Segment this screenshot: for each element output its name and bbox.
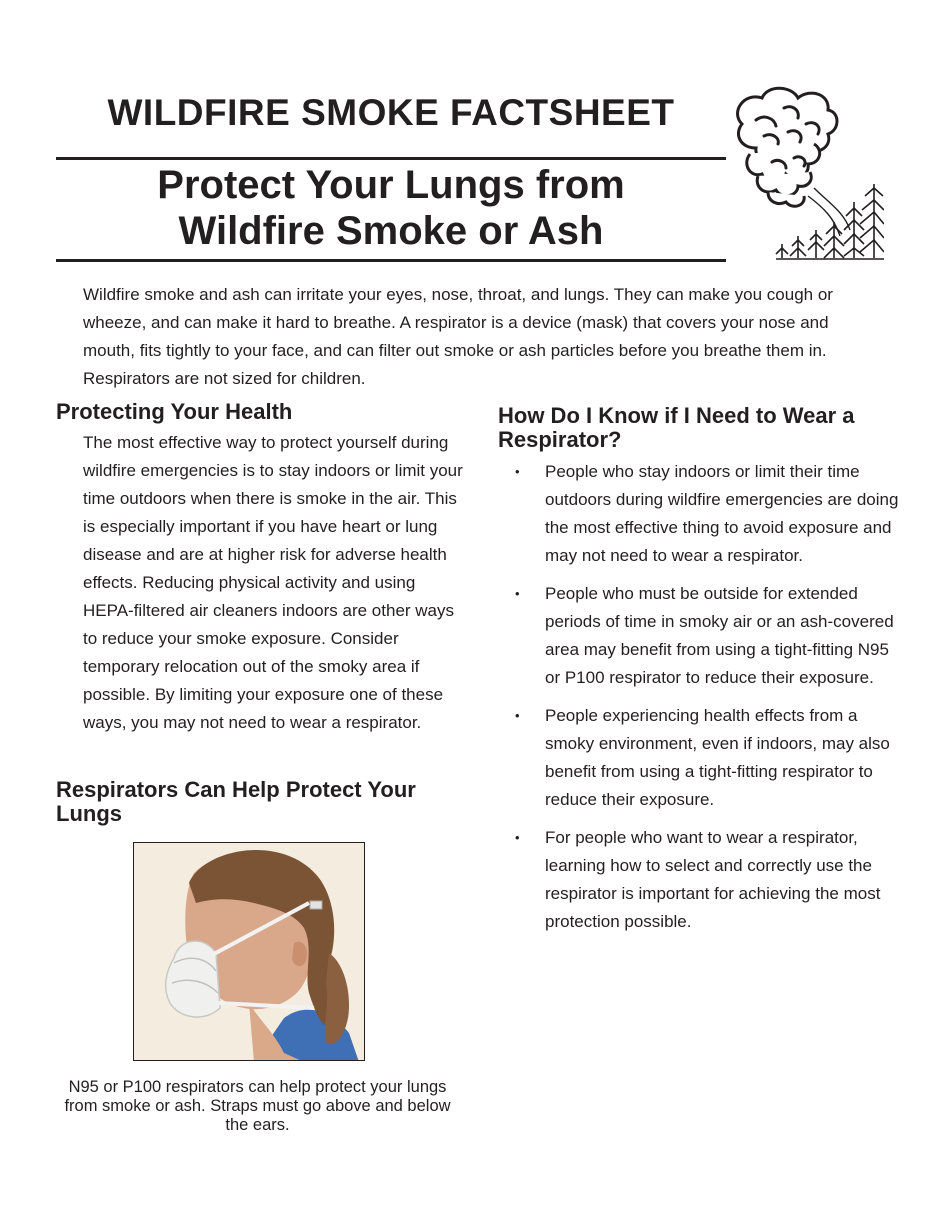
bullet-icon: • xyxy=(515,586,520,601)
list-item xyxy=(510,580,900,692)
list-item-text: People who must be outside for extended periods of time in smoky air or an ash-covered area may benefit from using a tight-fitting N95 or P100 respirator to reduce their exposure. xyxy=(545,584,894,687)
need-respirator-heading: How Do I Know if I Need to Wear a Respirator? xyxy=(498,403,855,452)
bullet-icon: • xyxy=(515,464,520,479)
list-item xyxy=(510,702,900,814)
list-item-text: People who stay indoors or limit their time outdoors during wildfire emergencies are doing the most effective thing to avoid exposure and may not need to wear a respirator. xyxy=(545,462,899,565)
list-item-text: For people who want to wear a respirator, learning how to select and correctly use the respirator is important for achieving the most protection possible. xyxy=(545,828,881,931)
title-line-1: Protect Your Lungs from xyxy=(157,163,625,207)
respirators-heading: Respirators Can Help Protect Your Lungs xyxy=(56,777,416,826)
bullet-icon: • xyxy=(515,830,520,845)
protecting-health-heading: Protecting Your Health xyxy=(56,399,293,424)
bullet-icon: • xyxy=(515,708,520,723)
intro-paragraph: Wildfire smoke and ash can irritate your eyes, nose, throat, and lungs. They can make you cough or wheeze, and can make it hard to breathe. A respirator is a device (mask) that covers your nose and mouth, fits tightly to your face, and can filter out smoke or ash particles before you breathe them in. Respirators are not sized for children. xyxy=(83,285,833,388)
title-line-2: Wildfire Smoke or Ash xyxy=(178,209,604,253)
title-top-rule xyxy=(56,157,726,160)
list-item xyxy=(510,458,900,570)
respirator-guidance-list xyxy=(510,458,900,946)
factsheet-label: WILDFIRE SMOKE FACTSHEET xyxy=(107,92,675,133)
smoke-plume-trees-icon xyxy=(728,84,884,262)
page-title xyxy=(56,162,726,254)
list-item xyxy=(510,824,900,936)
title-bottom-rule xyxy=(56,259,726,262)
protecting-health-paragraph: The most effective way to protect yourself during wildfire emergencies is to stay indoors or limit your time outdoors when there is smoke in the air. This is especially important if you have heart or lung disease and are at higher risk for adverse health effects. Reducing physical activity and using HEPA-filtered air cleaners indoors are other ways to reduce your smoke exposure. Consider temporary relocation out of the smoky area if possible. By limiting your exposure one of these ways, you may not need to wear a respirator. xyxy=(83,433,463,732)
list-item-text: People experiencing health effects from a smoky environment, even if indoors, may also benefit from using a tight-fitting respirator to reduce their exposure. xyxy=(545,706,890,809)
respirator-photo-caption: N95 or P100 respirators can help protect your lungs from smoke or ash. Straps must go above and below the ears. xyxy=(64,1078,451,1134)
respirator-mask-photo xyxy=(133,842,365,1061)
